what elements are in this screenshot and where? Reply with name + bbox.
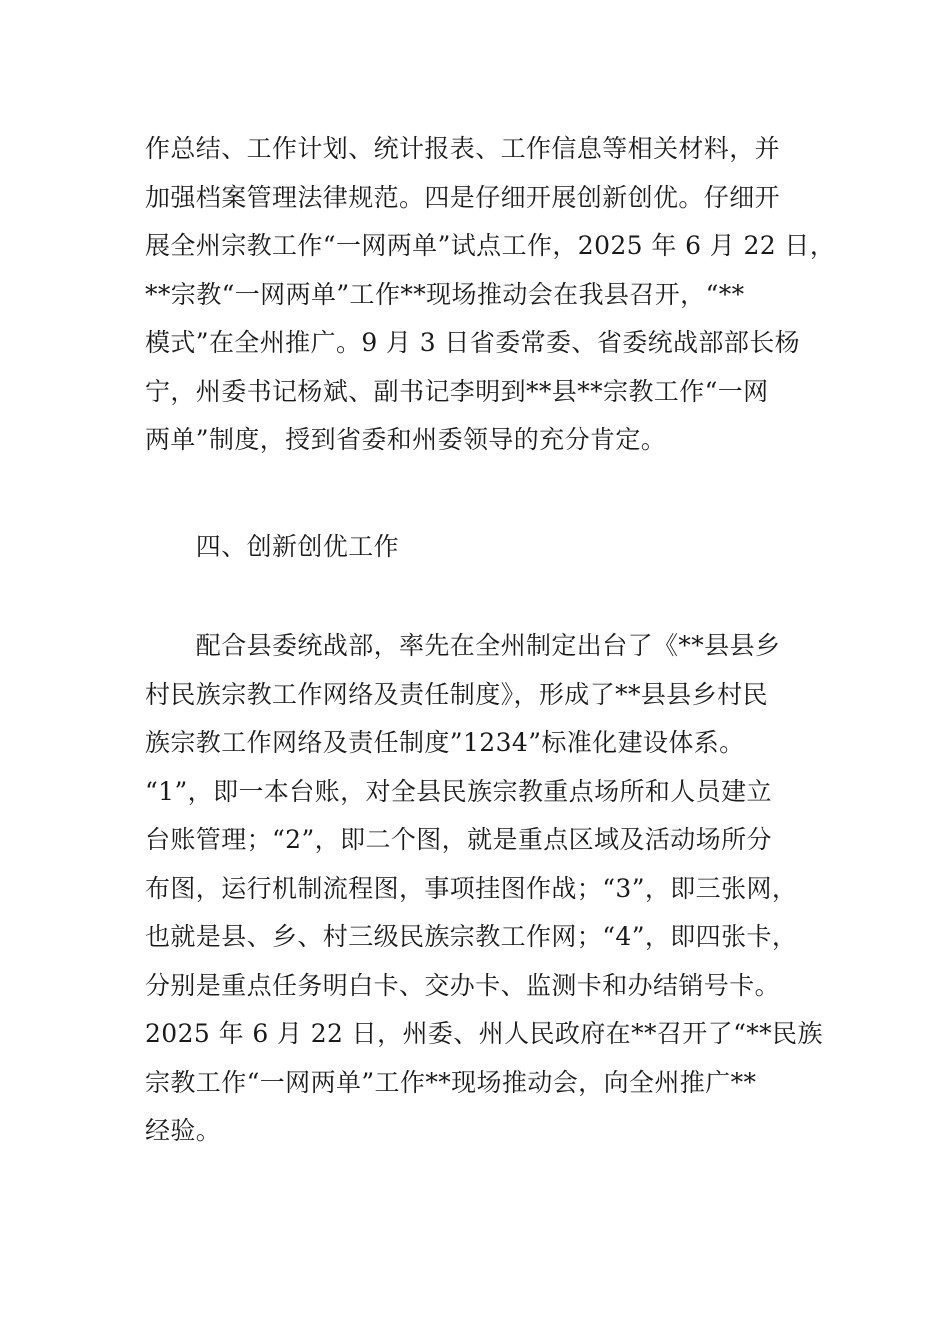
continuation-paragraph [145, 125, 836, 465]
text-line: 展全州宗教工作“一网两单”试点工作，2025 年 6 月 22 日， [145, 231, 836, 260]
text-line: 宁，州委书记杨斌、副书记李明到**县**宗教工作“一网 [145, 376, 769, 406]
text-line: 台账管理；“2”，即二个图，就是重点区域及活动场所分 [145, 825, 772, 854]
text-line: 配合县委统战部，率先在全州制定出台了《**县县乡 [145, 631, 781, 660]
text-line: 模式”在全州推广。9 月 3 日省委常委、省委统战部部长杨 [145, 328, 801, 357]
text-line: **宗教“一网两单”工作**现场推动会在我县召开，“** [145, 279, 745, 309]
text-line: 也就是县、乡、村三级民族宗教工作网；“4”，即四张卡， [145, 922, 798, 951]
text-line: “1”，即一本台账，对全县民族宗教重点场所和人员建立 [145, 776, 772, 806]
text-line: 族宗教工作网络及责任制度”1234”标准化建设体系。 [145, 728, 745, 757]
section-heading: 四、创新创优工作 [145, 532, 400, 561]
text-line: 经验。 [145, 1116, 222, 1145]
text-line: 加强档案管理法律规范。四是仔细开展创新创优。仔细开 [145, 182, 781, 212]
text-line: 宗教工作“一网两单”工作**现场推动会，向全州推广** [145, 1067, 757, 1097]
body-paragraph [145, 622, 825, 1156]
text-line: 两单”制度，授到省委和州委领导的充分肯定。 [145, 425, 667, 454]
text-line: 分别是重点任务明白卡、交办卡、监测卡和办结销号卡。 [145, 970, 781, 1000]
section-heading-block [145, 523, 825, 572]
text-line: 2025 年 6 月 22 日，州委、州人民政府在**召开了“**民族 [145, 1019, 823, 1048]
text-line: 村民族宗教工作网络及责任制度》，形成了**县县乡村民 [145, 679, 768, 709]
text-line: 作总结、工作计划、统计报表、工作信息等相关材料，并 [145, 134, 781, 163]
text-line: 布图，运行机制流程图，事项挂图作战；“3”，即三张网， [145, 873, 798, 903]
